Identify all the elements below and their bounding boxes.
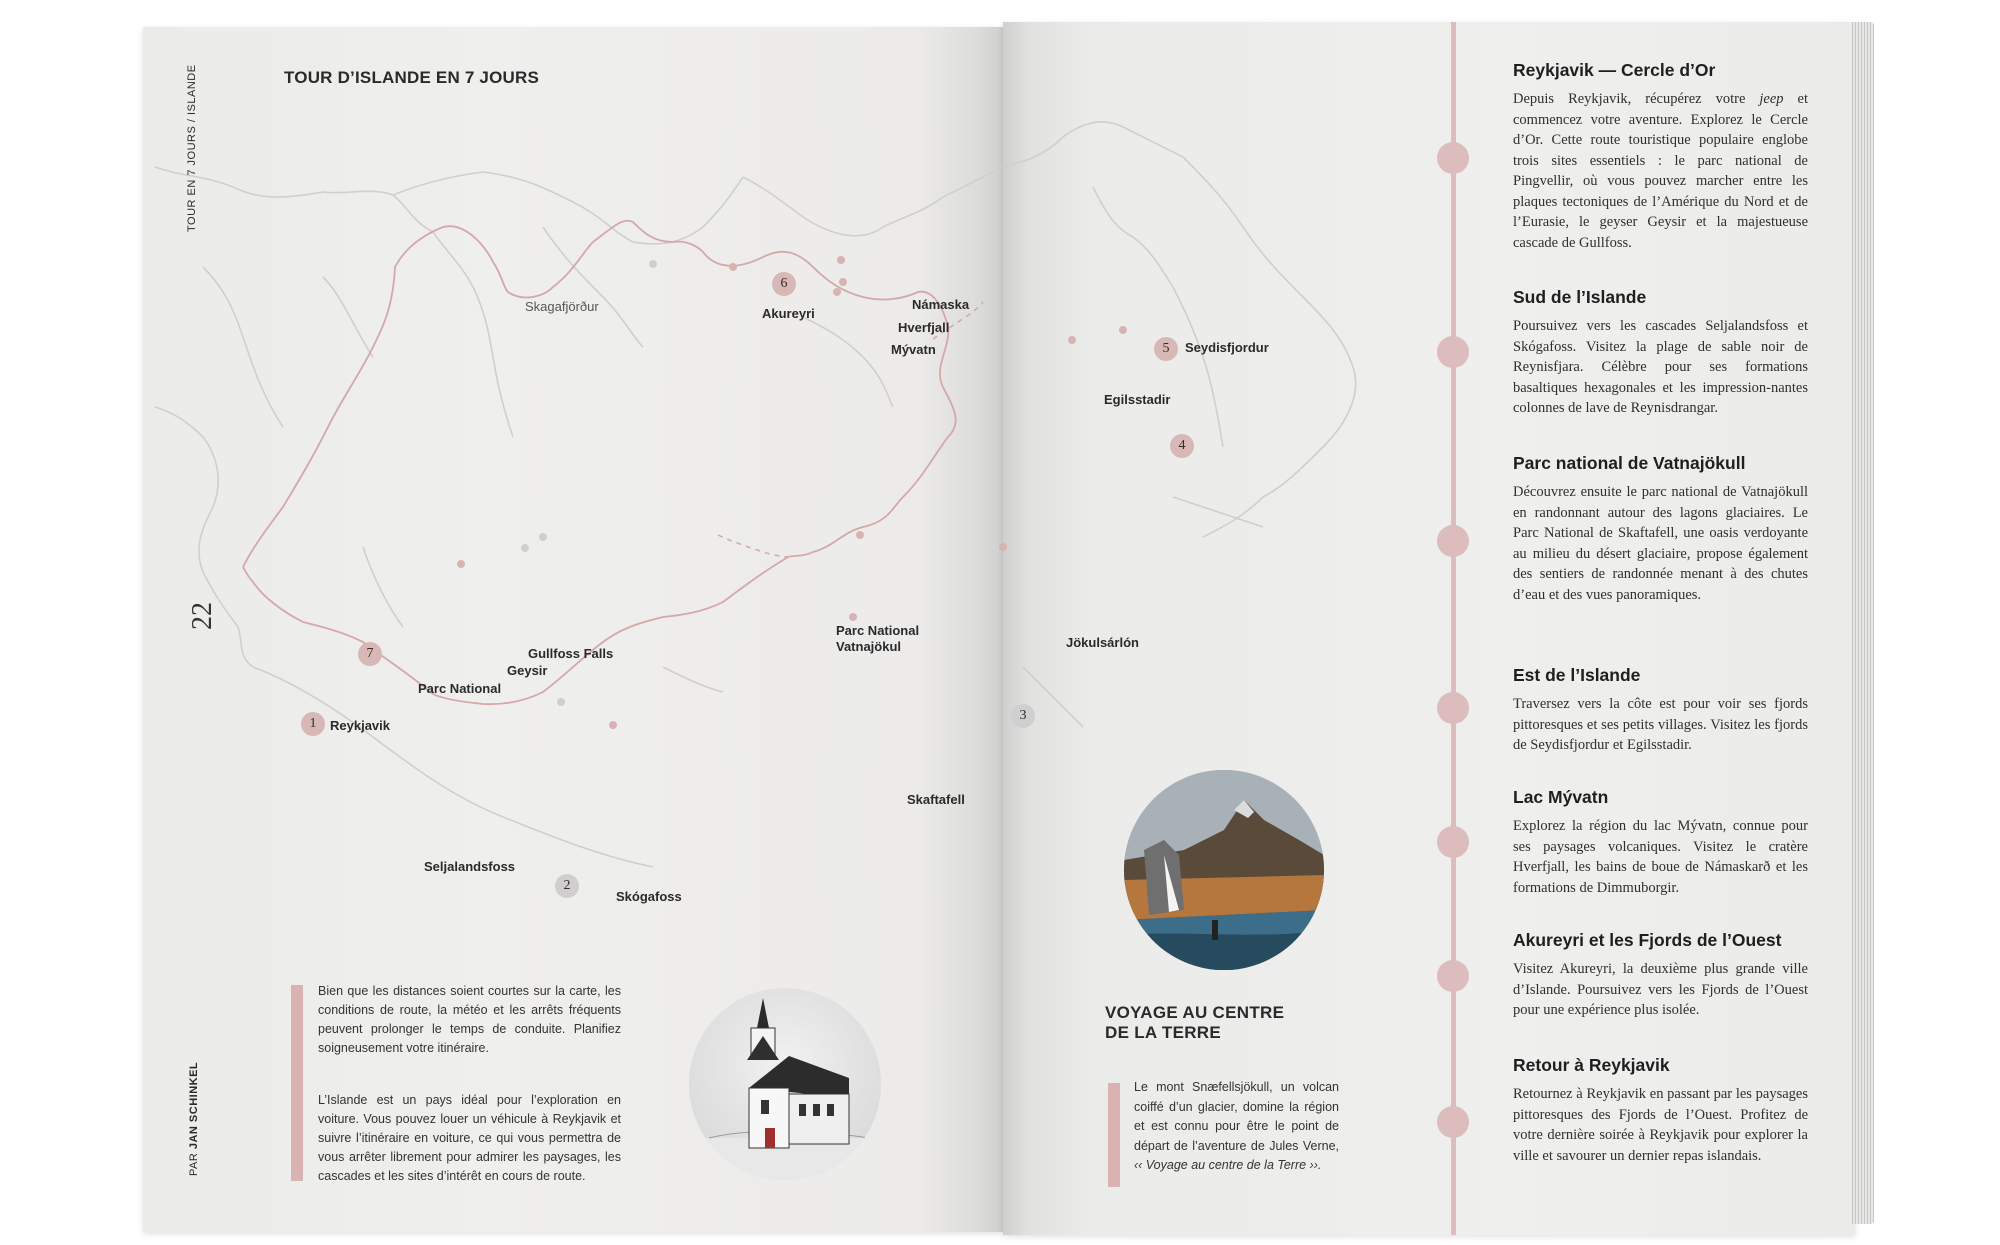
itinerary-day-2-title: Sud de l’Islande [1513, 287, 1647, 307]
itinerary-day-7-text: Retournez à Reykjavik en passant par les paysages pittoresques des Fjords de l’Ouest. Profitez de votre dernière soirée à Reykjavik pour explorer la ville et savourer un dernier repas islandais. [1513, 1086, 1808, 1164]
stop-4: 4 [1170, 434, 1194, 458]
label-reykjavik: Reykjavik [330, 718, 390, 733]
page-number: 22 [187, 602, 218, 630]
label-vatnajokull-line1: Parc National [836, 623, 920, 638]
marker-namaska [837, 256, 845, 264]
itinerary-day-3-text: Découvrez ensuite le parc national de Vatnajökull en randonnant autour des lagons glaciaires. Le Parc National de Skaftafell, une oasis verdoyante au milieu du désert glaciaire, propose également des sentiers de randonnée menant à des chutes d’eau et des vues panoramiques. [1513, 484, 1808, 603]
label-gullfoss: Gullfoss Falls [528, 646, 614, 661]
label-akureyri: Akureyri [762, 306, 815, 321]
feature-text [1134, 1078, 1339, 1176]
marker-skagafjordur [649, 260, 657, 268]
label-seydisfjordur: Seydisfjordur [1185, 340, 1269, 355]
itinerary-day-4-text: Traversez vers la côte est pour voir ses fjords pittoresques et ses petits villages. Visitez les fjords de Seydisfjordur et Egilsstadir. [1513, 696, 1808, 753]
itinerary-day-7 [1513, 1055, 1808, 1166]
timeline-dot-2 [1437, 336, 1469, 368]
itinerary-day-6-title: Akureyri et les Fjords de l’Ouest [1513, 930, 1782, 950]
author-prefix: PAR [188, 1149, 200, 1176]
running-head-sep: / [186, 115, 198, 126]
mountain-illustration [1124, 770, 1324, 970]
itinerary-day-1-text-em: jeep [1759, 91, 1784, 107]
stop-3: 3 [1011, 704, 1035, 728]
feature-text-quote: ‹‹ Voyage au centre de la Terre ››. [1134, 1158, 1322, 1172]
label-namaska: Námaska [912, 297, 970, 312]
itinerary-day-1-text-b: et commencez votre aventure. Explorez le Cercle d’Or. Cette route touristique populaire englobe trois sites essentiels : le parc national de Pingvellir, où vous pouvez marcher entre les plaques tectoniques de l’Amérique du Nord et de l’Eurasie, le geyser Geysir et la majestueuse cascade de Gullfoss. [1513, 91, 1808, 251]
itinerary-day-3 [1513, 453, 1808, 605]
label-geysir: Geysir [507, 663, 548, 678]
label-parc-national: Parc National [418, 681, 502, 696]
note-accent-bar [291, 985, 303, 1181]
label-vatnajokull-line2: Vatnajökul [836, 639, 902, 654]
marker-vatnajokull [856, 531, 864, 539]
marker-myvatn [833, 288, 841, 296]
label-egilsstadir: Egilsstadir [1104, 392, 1171, 407]
stop-1: 1 [301, 712, 325, 736]
timeline-line [1451, 22, 1456, 1235]
marker-seydisfjordur-detour [1119, 326, 1127, 334]
itinerary-day-6 [1513, 930, 1808, 1021]
label-skogafoss: Skógafoss [616, 889, 682, 904]
timeline-dot-1 [1437, 142, 1469, 174]
marker-geysir [521, 544, 529, 552]
label-skagafjordur: Skagafjörður [525, 299, 599, 314]
itinerary-day-1 [1513, 60, 1808, 253]
itinerary-day-5 [1513, 787, 1808, 898]
feature-title-line1: VOYAGE AU CENTRE [1105, 1003, 1285, 1022]
itinerary-day-1-text [1513, 89, 1808, 253]
marker-jokulsarlon [999, 543, 1007, 551]
timeline-dot-5 [1437, 826, 1469, 858]
marker-akureyri [729, 263, 737, 271]
label-skaftafell: Skaftafell [907, 792, 965, 807]
coastline [155, 122, 1356, 867]
itinerary-day-5-text: Explorez la région du lac Mývatn, connue pour ses paysages volcaniques. Visitez le cratère Hverfjall, les bains de boue de Námaskarð et les formations de Dimmuborgir. [1513, 818, 1808, 896]
stop-5: 5 [1154, 337, 1178, 361]
timeline-dot-7 [1437, 1106, 1469, 1138]
timeline-dot-4 [1437, 692, 1469, 724]
feature-title [1105, 1003, 1284, 1043]
label-hverfjall: Hverfjall [898, 320, 950, 335]
marker-parc-national [457, 560, 465, 568]
church-photo [689, 988, 881, 1180]
timeline-dot-3 [1437, 525, 1469, 557]
stop-6: 6 [772, 272, 796, 296]
feature-accent-bar [1108, 1083, 1120, 1187]
itinerary-day-1-text-a: Depuis Reykjavik, récupérez votre [1513, 91, 1760, 107]
itinerary-day-4-title: Est de l’Islande [1513, 665, 1641, 685]
note-car-travel: L’Islande est un pays idéal pour l’exploration en voiture. Vous pouvez louer un véhicule à Reykjavik et suivre l’itinéraire en voiture, ce qui vous permettra de vous arrêter librement pour admirer les paysages, les cascades et les sites d’intérêt en cours de route. [318, 1093, 621, 1183]
detour-lines [718, 302, 983, 557]
itinerary-day-5-title: Lac Mývatn [1513, 787, 1609, 807]
label-myvatn: Mývatn [891, 342, 936, 357]
stop-7: 7 [358, 642, 382, 666]
itinerary-day-7-title: Retour à Reykjavik [1513, 1055, 1670, 1075]
snaefellsjokull-photo [1124, 770, 1324, 970]
label-jokulsarlon: Jökulsárlón [1066, 635, 1139, 650]
feature-text-body: Le mont Snæfellsjökull, un volcan coiffé d’un glacier, domine la région et est connu pour être le point de départ de l’aventure de Jules Verne, [1134, 1080, 1339, 1153]
marker-egilsstadir [1068, 336, 1076, 344]
timeline-dot-6 [1437, 960, 1469, 992]
label-seljalandsfoss: Seljalandsfoss [424, 859, 516, 874]
page-title: TOUR D’ISLANDE EN 7 JOURS [284, 68, 540, 87]
itinerary-day-6-text: Visitez Akureyri, la deuxième plus grande ville d’Islande. Poursuivez vers les Fjords de l’Ouest pour une expérience plus isolée. [1513, 961, 1808, 1018]
itinerary-day-1-title: Reykjavik — Cercle d’Or [1513, 60, 1716, 80]
note-distances: Bien que les distances soient courtes sur la carte, les conditions de route, la météo et les arrêts fréquents peuvent prolonger le temps de conduite. Planifiez soigneusement votre itinéraire. [318, 984, 621, 1055]
label-vatnajokull [836, 623, 919, 655]
itinerary-day-4 [1513, 665, 1808, 756]
running-head-part1: TOUR EN 7 JOURS [186, 125, 198, 232]
itinerary-day-3-title: Parc national de Vatnajökull [1513, 453, 1746, 473]
author-name: JAN SCHINKEL [188, 1061, 200, 1150]
marker-gullfoss [539, 533, 547, 541]
stop-2: 2 [555, 874, 579, 898]
marker-seljalandsfoss [557, 698, 565, 706]
marker-skaftafell [849, 613, 857, 621]
running-head [186, 64, 198, 232]
feature-title-line2: DE LA TERRE [1105, 1023, 1222, 1042]
itinerary-day-2-text: Poursuivez vers les cascades Seljalandsfoss et Skógafoss. Visitez la plage de sable noir de Reynisfjara. Célèbre pour ses formations basaltiques hexagonales et les impression-nantes colonnes de lave de Reynisdrangar. [1513, 318, 1808, 416]
running-head-part2: ISLANDE [186, 64, 198, 116]
page-edge-stack [1852, 22, 1874, 1224]
church-illustration [689, 988, 881, 1180]
marker-hverfjall [839, 278, 847, 286]
marker-skogafoss [609, 721, 617, 729]
author-credit [188, 1062, 200, 1176]
itinerary-day-2 [1513, 287, 1808, 419]
